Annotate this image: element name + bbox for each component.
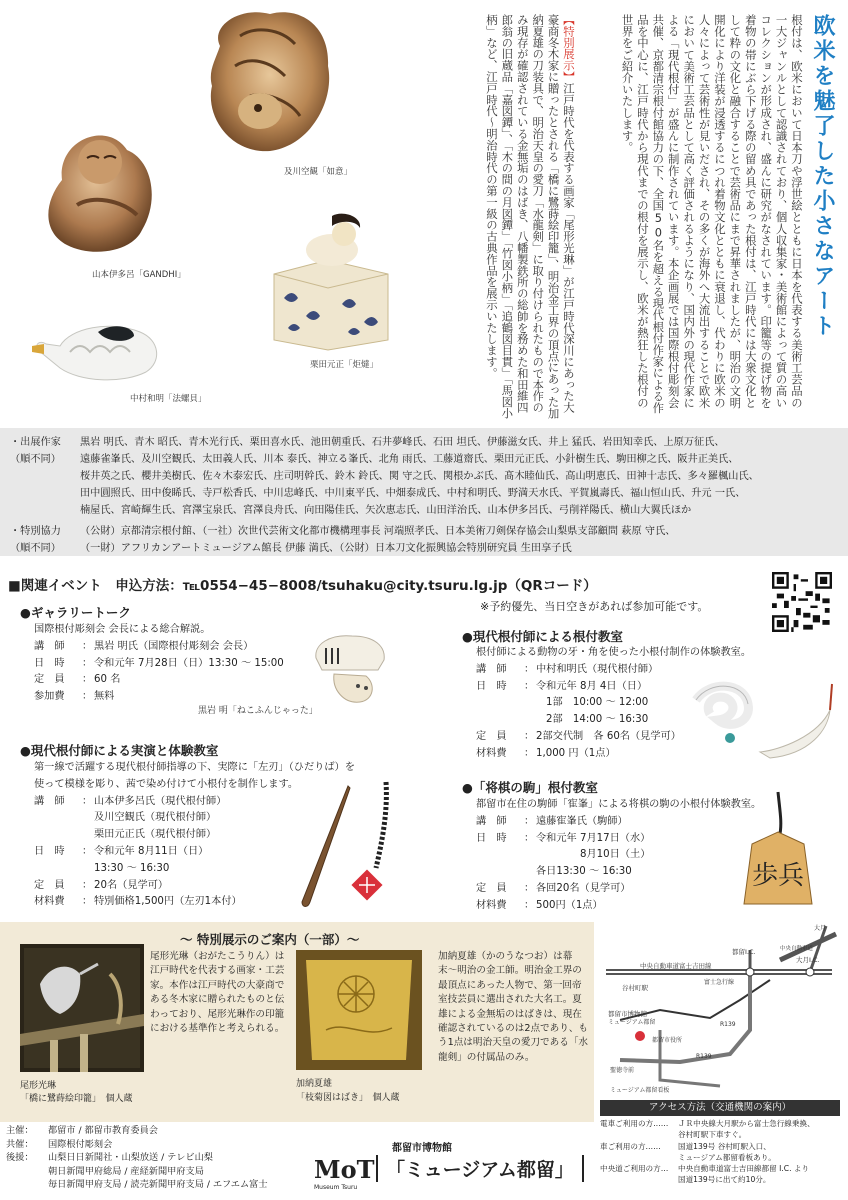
map-label: 都留市役所 (652, 1037, 683, 1044)
credit-row (6, 1165, 268, 1179)
map-label: 聖徳寺前 (610, 1067, 635, 1074)
map-label: ミュージアム都留看板 (610, 1087, 670, 1094)
korin-caption-title: 「橋に鷺蒔絵印籠」 個人蔵 (20, 1094, 133, 1104)
korin-description: 尾形光琳（おがたこうりん）は江戸時代を代表する画家・工芸家。本作は江戸時代の大豪商である冬木家に贈られたものと伝わっており、尾形光琳作の印籠における基準作と考えられる。 (150, 951, 285, 1035)
demo-desc: 第一線で活躍する現代根付師指導の下、実際に「左刃」（ひだりば）を (34, 762, 355, 773)
row-value: 20名（見学可） (94, 879, 169, 891)
oikawa-caption: 及川空観「如意」 (284, 167, 353, 177)
class-row: 講 師 ： 中村和明氏（現代根付師） (476, 662, 751, 679)
class-row: 材料費 ： 1,000 円（1点） (476, 746, 751, 763)
row-key: 日 時 (34, 657, 65, 669)
row-value: 1部 10:00 ～ 12:00 (546, 697, 649, 709)
kurita-caption: 栗田元正「炬燵」 (310, 360, 379, 370)
demo-row: 日 時 ： 令和元年 8月11日（日） (34, 844, 355, 861)
credit-row (6, 1178, 268, 1192)
nakamura-caption: 中村和明「法螺貝」 (130, 394, 207, 404)
demo-desc: 使って模様を彫り、茜で染め付けて小根付を制作します。 (34, 778, 299, 790)
shogi-desc: 都留市在住の駒師「寉峯」による将棋の駒の小根付体験教室。 (476, 799, 762, 810)
museum-name-big: 「ミュージアム都留」 (376, 1155, 584, 1182)
korin-caption-name: 尾形光琳 (20, 1081, 57, 1091)
special-exhibit-text (470, 14, 576, 424)
cat-netsuke-caption: 黒岩 明「ねこふんじゃった」 (198, 706, 318, 716)
credit-value: 毎日新聞甲府支局 / 読売新聞甲府支局 / エフエム富士 (48, 1179, 268, 1191)
access-key: 電車ご利用の方…… (600, 1119, 669, 1128)
oikawa-nyoi-netsuke-image (200, 6, 338, 156)
row-key: 講 師 (34, 640, 65, 652)
class-row: 定 員 ： 2部交代制 各 60名（見学可） (476, 729, 751, 746)
row-value: 令和元年 7月17日（水） (536, 832, 651, 844)
row-value: 中村和明氏（現代根付師） (536, 663, 659, 675)
access-map[interactable] (600, 920, 840, 1100)
row-value: 令和元年 8月11日（日） (94, 845, 209, 857)
row-value: 黒岩 明氏（国際根付彫刻会 会長） (94, 640, 254, 652)
intro-text: 根付は、欧米において日本刀や浮世絵とともに日本を代表する美術工芸品の一大ジャンルとして認識されており、個人収集家・美術館によって質の高いコレクションが形成され、盛んに研究がなされています。印籠等の提げ物を着物の帯にぶら下げる際の留め具であった根付は、江戸時代には大衆文化として粋の文化と融合することで芸術品にまで昇華されましたが、明治の文明開化により洋装が浸透するにつれ着物文化とともに衰退し、代わりに欧米の人々によって芸術性が見いだされ、その多くが海外へ大流出することで欧米において美術工芸品として高く評価されるようになり、国内外の現代作家による「現代根付」が盛んに制作されています。本企画展では国際根付彫刻会共催、京都清宗根付館協力の下、全国50名を超える現代根付作家による作品を中心に、江戸時代から現代までの根付を展示し、欧米が熱狂した根付の世界をご紹介いたします。 (620, 14, 804, 414)
credit-value: 山梨日日新聞社・山梨放送 / テレビ山梨 (48, 1152, 213, 1164)
map-label: ミュージアム都留 (608, 1019, 656, 1026)
row-value: 令和元年 8月 4日（日） (536, 680, 648, 692)
exhibitors-section (0, 428, 848, 556)
shogi-class-title: ●「将棋の駒」根付教室 (462, 780, 598, 795)
map-label: 都留市博物館 (608, 1010, 647, 1018)
cooperation-label: ・特別協力 （順不同） (10, 526, 61, 554)
row-key: 参加費 (34, 691, 65, 703)
yamamoto-caption: 山本伊多呂「GANDHI」 (92, 270, 186, 280)
exhibitors-line: 田中圓照氏、田中俊睎氏、寺戸松香氏、中川忠峰氏、中川東平氏、中畑泰成氏、中村和明氏、野満天水氏、平賀嵐壽氏、福山恒山氏、升元 一氏、 (80, 488, 746, 499)
gallery-talk-desc: 国際根付彫刻会 会長による総合解説。 (34, 624, 211, 635)
netsuke-class-title: ●現代根付師による根付教室 (462, 629, 623, 644)
credit-value: 朝日新聞甲府総局 / 産経新聞甲府支局 (48, 1165, 204, 1177)
natsuo-habaki-image (296, 950, 422, 1070)
row-value: 各日13:30 ～ 16:30 (536, 866, 632, 878)
access-row (600, 1141, 844, 1164)
row-key: 講 師 (476, 815, 507, 827)
exhibitors-line: 楠屋氏、宮崎輝生氏、宮澤宝泉氏、宮澤良舟氏、向田陽佳氏、矢次恵志氏、山田洋治氏、山本伊多呂氏、弓削祥陽氏、横山大翼氏ほか (80, 505, 692, 516)
row-value: 8月10日（土） (580, 849, 651, 861)
natsuo-caption-title: 「枝菊図はばき」 個人蔵 (296, 1093, 400, 1103)
museum-name-small: 都留市博物館 (392, 1143, 452, 1154)
credit-key: 共催： (6, 1138, 34, 1150)
access-info (600, 1118, 844, 1186)
access-title: アクセス方法（交通機関の案内） (600, 1100, 840, 1116)
row-key: 定 員 (476, 730, 507, 742)
shogi-class-body (476, 797, 761, 915)
row-value: 無料 (94, 691, 115, 703)
yamamoto-gandhi-netsuke-image (32, 120, 172, 260)
row-key: 材料費 (476, 747, 507, 759)
gallery-talk-row: 講 師 ： 黒岩 明氏（国際根付彫刻会 会長） (34, 639, 284, 656)
logo-text: MoT (314, 1155, 375, 1184)
gallery-talk-row: 参加費 ： 無料 (34, 689, 284, 706)
row-key: 日 時 (476, 680, 507, 692)
museum-logo-icon (312, 1150, 375, 1192)
row-value: 遠藤寉峯氏（駒師） (536, 815, 628, 827)
tusk-netsuke-image (690, 680, 840, 760)
demo-title: ●現代根付師による実演と体験教室 (20, 743, 219, 758)
special-exhibit-body: 江戸時代を代表する画家「尾形光琳」が江戸時代深川にあった大豪商冬木家に贈ったとされる「橋に鷺蒔絵印籠」、明治金工界の頂点にあった加納夏雄の刀装具で、明治天皇の愛刀「水龍剣」に取り付けられたもので本作のみ現存が確認されている金無垢のはばき、八幡製鉄所の総帥を務めた和田維四郎翁の旧蔵品「嘉図鐔」、「木の間の月図鐔」「竹図小柄」「追鶴図目貫」「馬図小柄」など、江戸時代〜明治時代の第一級の古典作品を展示いたします。 (484, 14, 576, 419)
credit-row (6, 1138, 268, 1152)
row-key: 講 師 (34, 795, 65, 807)
korin-inro-image (20, 944, 144, 1072)
row-value: 令和元年 7月28日（日）13:30 ～ 15:00 (94, 657, 284, 669)
row-key: 定 員 (34, 879, 65, 891)
natsuo-caption-name: 加納夏雄 (296, 1079, 333, 1089)
shogi-row: 定 員 ： 各回20名（見学可） (476, 881, 761, 898)
row-key: 定 員 (476, 882, 507, 894)
intro-section (470, 8, 842, 428)
row-key: 定 員 (34, 674, 65, 686)
access-value: 国道139号 谷村町駅入口、 ミュージアム都留看板あり。 (678, 1141, 776, 1162)
credit-value: 都留市 / 都留市教育委員会 (48, 1125, 158, 1136)
access-key: 車ご利用の方…… (600, 1141, 661, 1151)
credit-key (6, 1165, 48, 1179)
logo-subtext: Museum Tsuru (314, 1184, 358, 1191)
shogi-row: 材料費 ： 500円（1点） (476, 898, 761, 915)
row-value: 栗田元正氏（現代根付師） (94, 829, 217, 841)
map-label: 富士急行線 (704, 979, 735, 986)
kurita-kotatsu-netsuke-image (262, 212, 398, 352)
access-value: 中央自動車道富士吉田線都留 I.C. より 国道139号に出て約10分。 (678, 1164, 810, 1185)
map-label: 大月 (814, 925, 827, 932)
credit-value: 国際根付彫刻会 (48, 1138, 113, 1150)
map-label: R139 (696, 1053, 712, 1060)
exhibitors-label: ・出展作家 （順不同） (10, 437, 61, 465)
map-label: 大月I.C. (796, 956, 820, 964)
natsuo-description: 加納夏雄（かのうなつお）は幕末〜明治の金工師。明治金工界の最頂点にあった人物で、第一回帝室技芸員に選出された大名工。夏雄による金無垢のはばきは、現在確認されているのは2点であり、もう1点は明治天皇の愛刀である「水龍剣」の付属品のみ。 (438, 951, 589, 1063)
credits (6, 1124, 268, 1192)
access-row (600, 1163, 844, 1186)
row-value: 2部 14:00 ～ 16:30 (546, 714, 649, 726)
demo-row: 定 員 ： 20名（見学可） (34, 878, 355, 895)
exhibitors-line: 桜井英之氏、櫻井美樹氏、佐々木泰宏氏、庄司明幹氏、鈴木 鈴氏、関 守之氏、関根かぶ氏、髙木睦仙氏、高山明恵氏、田神十志氏、多々羅楓山氏、 (80, 471, 759, 482)
access-row (600, 1118, 844, 1141)
access-value: ＪＲ中央線大月駅から富士急行線乗換、 谷村町駅下車すぐ。 (678, 1119, 815, 1140)
gallery-talk-row: 定 員 ： 60 名 (34, 672, 284, 689)
map-label: 中央自動車道 (780, 946, 814, 952)
credit-key: 後援： (6, 1152, 34, 1164)
demo-row: 材料費 ： 特別価格1,500円（左刃1本付） (34, 894, 355, 911)
row-value: 特別価格1,500円（左刃1本付） (94, 896, 242, 908)
row-value: 1,000 円（1点） (536, 747, 616, 759)
exhibitors-line: 遠藤雀峯氏、及川空観氏、太田義人氏、川本 泰氏、神立る峯氏、北角 雨氏、工藤道齋氏、栗田元正氏、小針樹生氏、駒田柳之氏、阪井正美氏、 (80, 454, 739, 465)
row-key: 講 師 (476, 663, 507, 675)
demo-row: 講 師 ： 山本伊多呂氏（現代根付師） (34, 794, 355, 811)
gallery-talk-body (34, 622, 284, 706)
row-key: 材料費 (476, 899, 507, 911)
gallery-talk-title: ●ギャラリートーク (20, 605, 131, 620)
row-value: 及川空観氏（現代根付師） (94, 812, 217, 824)
special-guide-title: 〜 特別展示のご案内（一部）〜 (180, 932, 360, 947)
row-value: 各回20名（見学可） (536, 882, 631, 894)
nakamura-conch-netsuke-image (30, 322, 166, 384)
row-key: 日 時 (476, 832, 507, 844)
shogi-piece-image (738, 792, 818, 912)
credit-row (6, 1151, 268, 1165)
map-label: 都留I.C. (732, 948, 756, 956)
class-desc: 根付師による動物の牙・角を使った小根付制作の体験教室。 (476, 647, 752, 658)
row-value: 500円（1点） (536, 899, 603, 911)
main-title: 欧米を魅了した小さなアート (810, 14, 835, 339)
map-label: R139 (720, 1021, 736, 1028)
qr-code-icon[interactable] (772, 572, 832, 632)
events-note: ※予約優先、当日空きがあれば参加可能です。 (480, 600, 709, 613)
credit-key (6, 1178, 48, 1192)
row-value: 2部交代制 各 60名（見学可） (536, 730, 681, 742)
exhibitors-line: 黒岩 明氏、青木 昭氏、青木光行氏、栗田喜水氏、池田朝重氏、石井夢峰氏、石田 坦氏、伊藤滋女氏、井上 猛氏、岩田知幸氏、上原万征氏、 (80, 437, 725, 448)
shogi-row: 日 時 ： 令和元年 7月17日（水） (476, 831, 761, 848)
access-key: 中央道ご利用の方… (600, 1164, 669, 1174)
row-value: 60 名 (94, 674, 121, 686)
row-value: 13:30 ～ 16:30 (94, 862, 170, 874)
class-row: 日 時 ： 令和元年 8月 4日（日） (476, 679, 751, 696)
row-key: 材料費 (34, 896, 65, 908)
credit-row (6, 1124, 268, 1138)
row-value: 山本伊多呂氏（現代根付師） (94, 795, 227, 807)
gallery-talk-row: 日 時 ： 令和元年 7月28日（日）13:30 ～ 15:00 (34, 656, 284, 673)
cat-netsuke-image (308, 630, 390, 710)
shogi-row (476, 847, 761, 864)
events-header: ■関連イベント 申込方法：℡0554−45−8008/tsuhaku@city.tsuru.lg.jp（QRコード） (8, 578, 597, 594)
credit-key: 主催： (6, 1125, 34, 1136)
row-key: 日 時 (34, 845, 65, 857)
map-label: 中央自動車道富士吉田線 (640, 962, 712, 970)
carving-tools-image (296, 782, 406, 912)
shogi-row (476, 864, 761, 881)
map-label: 谷村町駅 (622, 984, 648, 992)
cooperation-line: （公財）京都清宗根付館、（一社）次世代芸術文化都市機構理事長 河端照孝氏、日本美術刀剣保存協会山梨県支部顧問 萩原 守氏、 (80, 526, 676, 537)
cooperation-line: （一財）アフリカンアートミュージアム館長 伊藤 満氏、（公財）日本刀文化振興協会特別研究員 生田享子氏 (80, 543, 572, 554)
special-exhibit-tag: 【特別展示】 (562, 14, 576, 83)
shogi-row: 講 師 ： 遠藤寉峯氏（駒師） (476, 814, 761, 831)
svg-text:歩兵: 歩兵 (751, 861, 805, 891)
